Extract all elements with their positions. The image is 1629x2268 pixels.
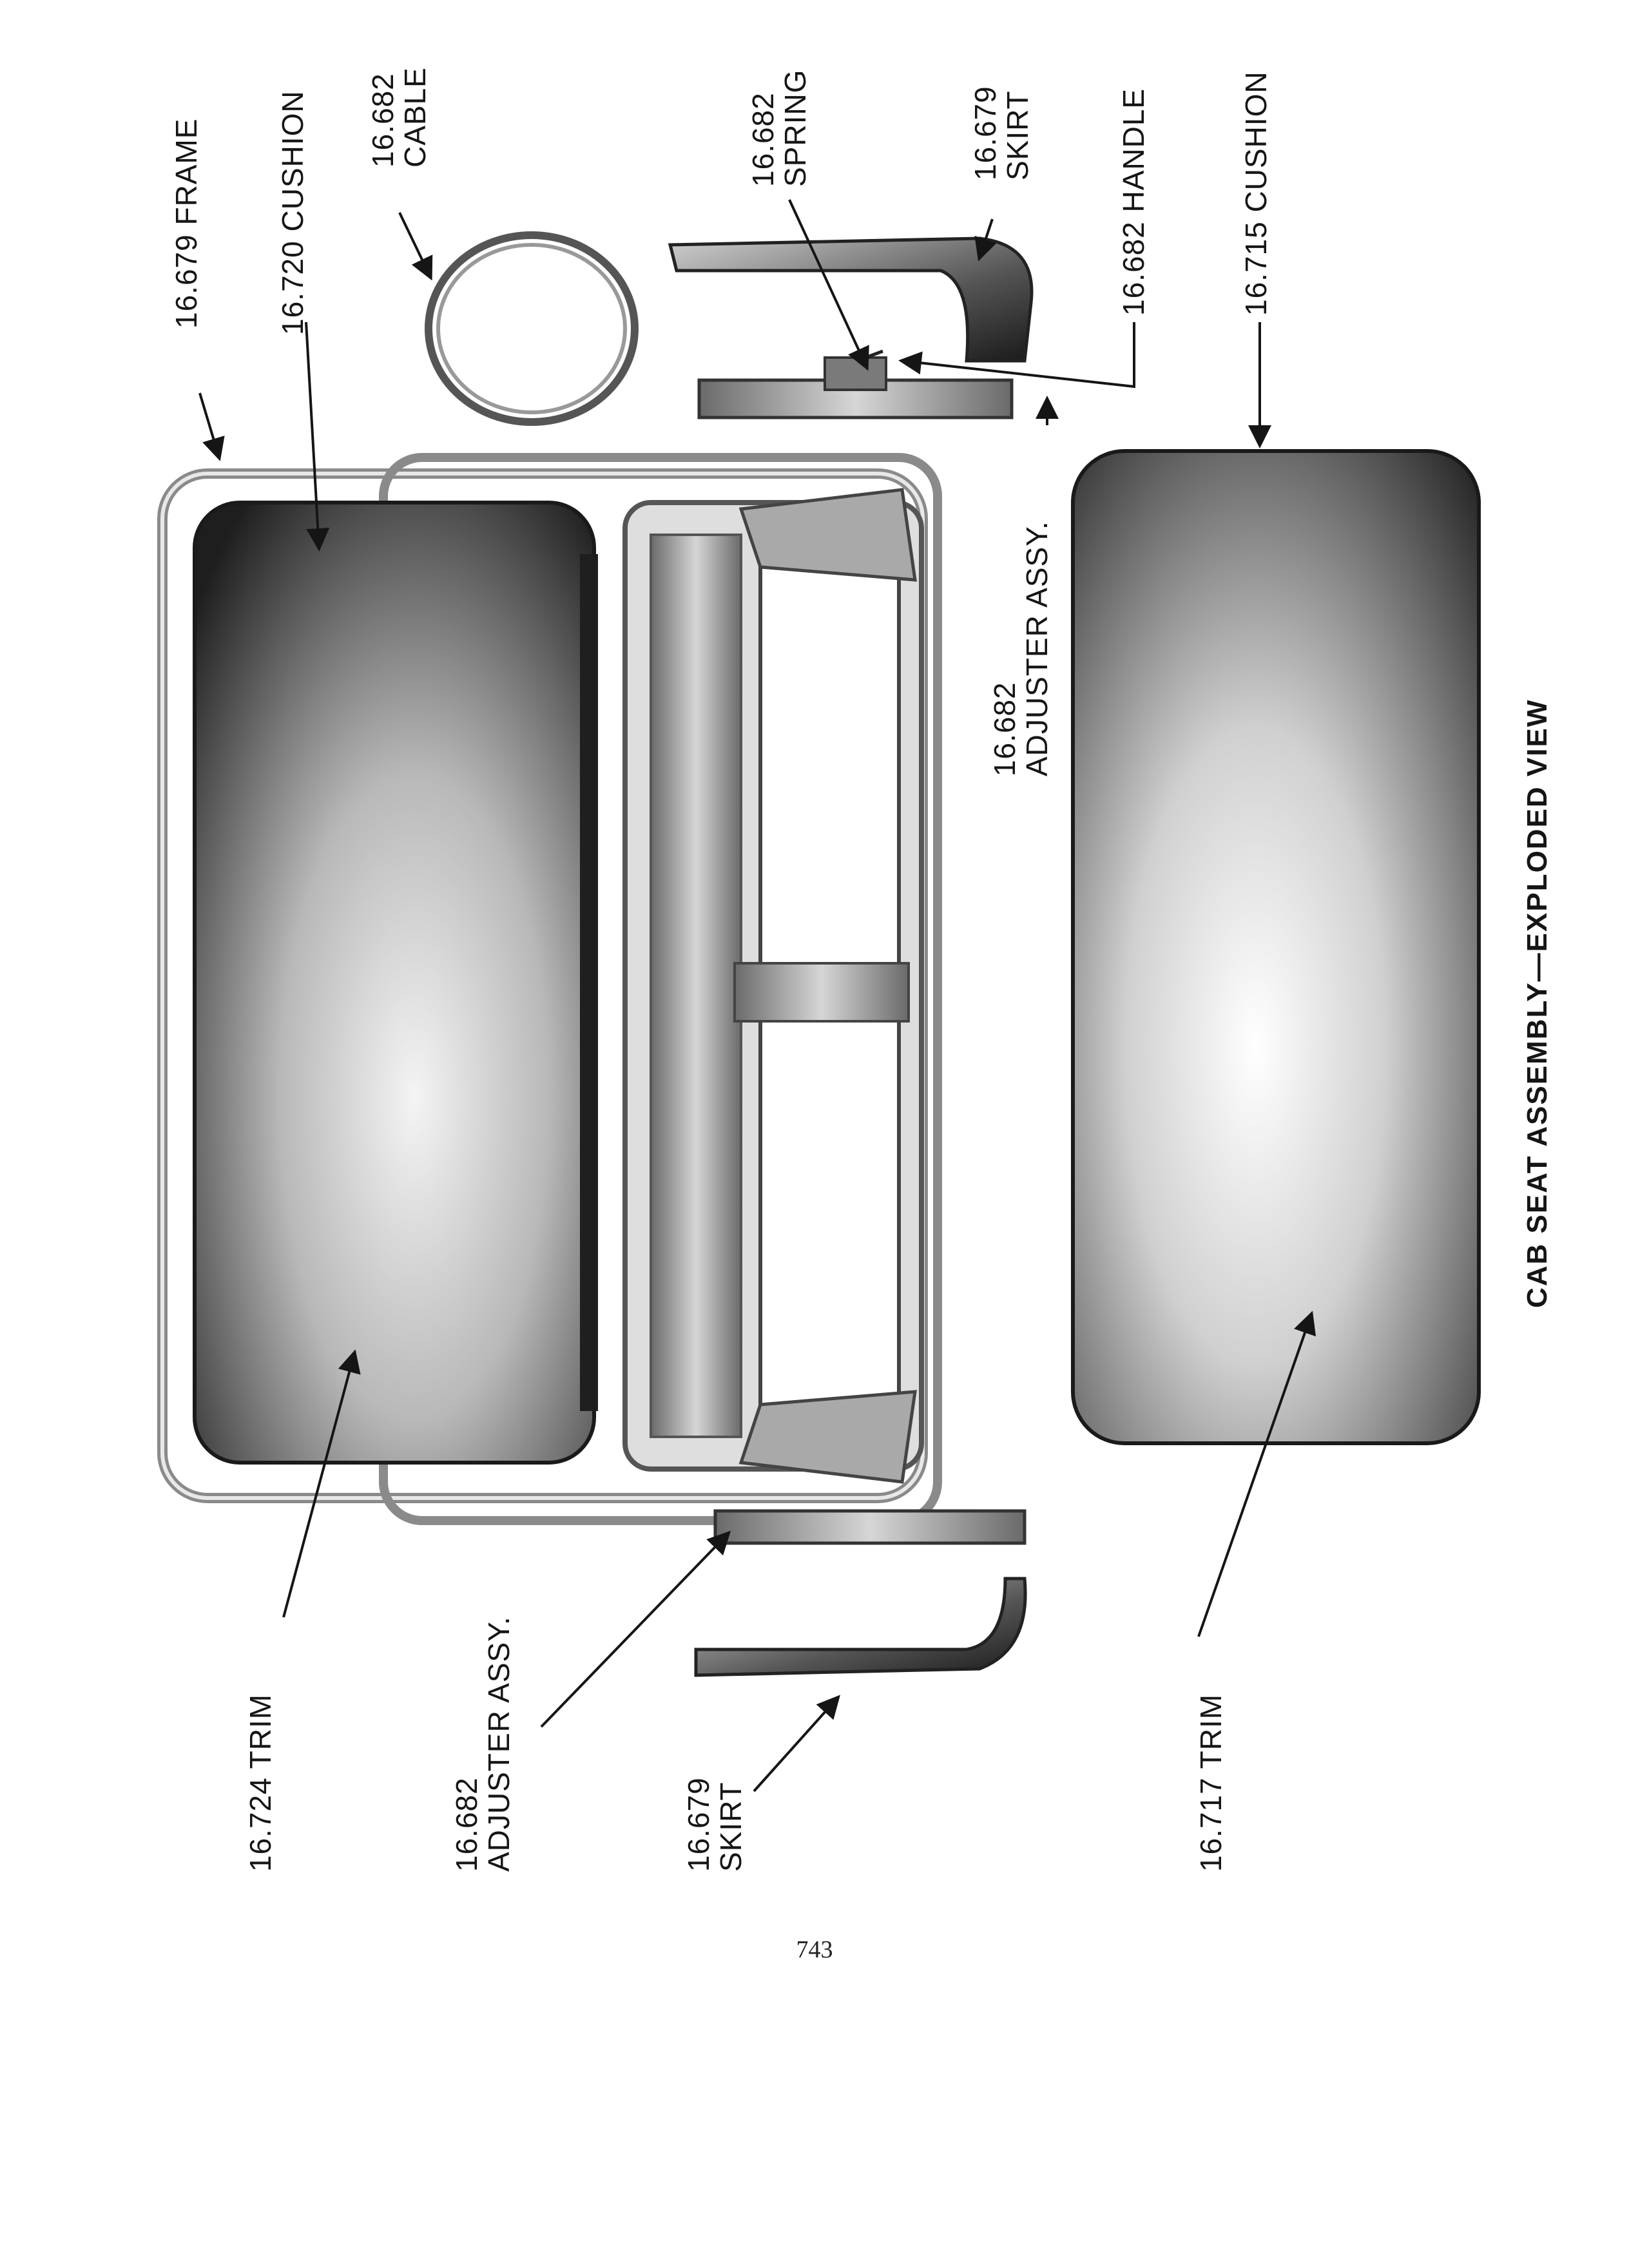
adjuster-assembly-bottom (715, 1511, 1025, 1543)
back-cushion (195, 503, 598, 1463)
callout-seat-trim: 16.717 TRIM (1194, 1693, 1228, 1872)
figure-caption: CAB SEAT ASSEMBLY—EXPLODED VIEW (1521, 698, 1553, 1308)
adjuster-assembly-top (699, 351, 1012, 418)
callout-back-cushion: 16.720 CUSHION (276, 90, 309, 335)
cable-coil (429, 235, 635, 422)
callout-seat-cushion: 16.715 CUSHION (1239, 71, 1273, 316)
callout-skirt-top-name: SKIRT (1001, 90, 1034, 180)
callout-spring-name: SPRING (778, 69, 812, 187)
callout-skirt-bottom-name: SKIRT (714, 1782, 747, 1872)
seat-base-frame (625, 490, 921, 1482)
callout-frame: 16.679 FRAME (169, 118, 203, 329)
callout-skirt-top-number: 16.679 (969, 86, 1002, 180)
callout-adjuster-bottom-name: ADJUSTER ASSY. (482, 1616, 516, 1872)
callout-adjuster-top-name: ADJUSTER ASSY. (1020, 521, 1054, 776)
seat-cushion (1073, 451, 1479, 1443)
callout-handle: 16.682 HANDLE (1117, 88, 1150, 316)
skirt-top (670, 238, 1032, 361)
callout-adjuster-top-number: 16.682 (988, 682, 1021, 776)
callout-cable-number: 16.682 (366, 73, 400, 168)
callout-spring-number: 16.682 (746, 92, 780, 187)
page-number: 743 (796, 1936, 833, 1963)
callout-cable-name: CABLE (398, 67, 432, 168)
callout-back-trim: 16.724 TRIM (244, 1693, 277, 1872)
skirt-bottom (696, 1579, 1025, 1675)
callout-skirt-bottom-number: 16.679 (682, 1777, 715, 1872)
callout-adjuster-bottom-number: 16.682 (450, 1777, 483, 1872)
